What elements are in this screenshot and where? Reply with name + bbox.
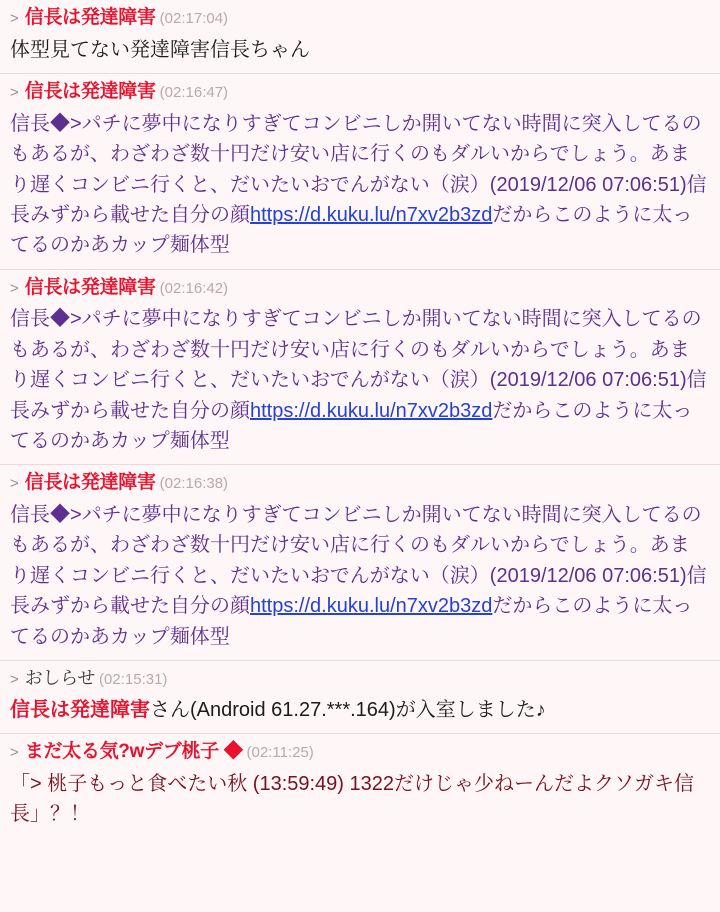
post-link[interactable]: https://d.kuku.lu/n7xv2b3zd xyxy=(250,203,493,226)
post-link[interactable]: https://d.kuku.lu/n7xv2b3zd xyxy=(250,595,493,618)
system-notice-text: さん(Android 61.27.***.164)が入室しました♪ xyxy=(150,699,546,722)
chat-post[interactable] xyxy=(0,74,720,270)
post-header xyxy=(10,667,708,690)
post-body-text-tail: だからこのように太ってるのかあカップ麺体型 xyxy=(10,203,693,257)
post-author[interactable]: 信長は発達障害 xyxy=(24,276,156,298)
system-notice-body xyxy=(10,695,708,725)
post-header xyxy=(10,6,708,31)
post-body: 体型見てない発達障害信長ちゃん xyxy=(10,38,310,61)
post-header xyxy=(10,80,708,105)
post-body-text: 信長◆>パチに夢中になりすぎてコンビニしか開いてない時間に突入してるのもあるが、わざわざ数十円だけ安い店に行くのもダルいからでしょう。あまり遅くコンビニ行くと、だいたいおでんがない（涙）(2019/12/06 07:06:51)信長みずから載せた自分の顔 xyxy=(10,112,707,226)
post-body-text: 信長◆>パチに夢中になりすぎてコンビニしか開いてない時間に突入してるのもあるが、わざわざ数十円だけ安い店に行くのもダルいからでしょう。あまり遅くコンビニ行くと、だいたいおでんがない（涙）(2019/12/06 07:06:51)信長みずから載せた自分の顔 xyxy=(10,308,707,422)
post-body xyxy=(10,304,708,456)
quote-marker-icon: > xyxy=(10,10,19,27)
system-notice-user: 信長は発達障害 xyxy=(10,699,150,722)
chat-post[interactable] xyxy=(0,465,720,661)
system-notice-label: おしらせ xyxy=(24,668,96,688)
chat-post[interactable] xyxy=(0,270,720,466)
post-author[interactable]: 信長は発達障害 xyxy=(24,7,156,28)
post-timestamp: (02:16:42) xyxy=(159,279,229,297)
post-timestamp: (02:16:38) xyxy=(159,475,229,493)
post-header xyxy=(10,471,708,496)
post-timestamp: (02:17:04) xyxy=(159,10,229,27)
system-notice-post xyxy=(0,661,720,734)
post-body-text-tail: だからこのように太ってるのかあカップ麺体型 xyxy=(10,595,693,648)
chat-post[interactable] xyxy=(0,734,720,837)
post-body xyxy=(10,500,708,652)
chat-post[interactable] xyxy=(0,0,720,74)
post-body-text-tail: だからこのように太ってるのかあカップ麺体型 xyxy=(10,399,693,452)
quote-marker-icon: > xyxy=(10,279,19,297)
post-link[interactable]: https://d.kuku.lu/n7xv2b3zd xyxy=(250,399,493,422)
post-timestamp: (02:11:25) xyxy=(246,744,314,762)
post-author[interactable]: 信長は発達障害 xyxy=(24,472,156,494)
quote-marker-icon: > xyxy=(10,84,19,102)
post-timestamp: (02:16:47) xyxy=(159,84,229,102)
post-header xyxy=(10,740,708,765)
quote-marker-icon: > xyxy=(10,475,19,493)
quote-marker-icon: > xyxy=(10,744,19,762)
post-timestamp: (02:15:31) xyxy=(99,671,168,688)
post-body-text: 信長◆>パチに夢中になりすぎてコンビニしか開いてない時間に突入してるのもあるが、わざわざ数十円だけ安い店に行くのもダルいからでしょう。あまり遅くコンビニ行くと、だいたいおでんがない（涙）(2019/12/06 07:06:51)信長みずから載せた自分の顔 xyxy=(10,504,707,618)
post-author[interactable]: 信長は発達障害 xyxy=(24,81,156,103)
post-author[interactable]: まだ太る気?wデブ桃子 ◆ xyxy=(24,741,243,763)
post-header xyxy=(10,276,708,301)
post-body: 「> 桃子もっと食べたい秋 (13:59:49) 1322だけじゃ少ねーんだよクソガキ信長」？！ xyxy=(10,773,695,826)
post-body xyxy=(10,109,708,261)
quote-marker-icon: > xyxy=(10,671,19,688)
